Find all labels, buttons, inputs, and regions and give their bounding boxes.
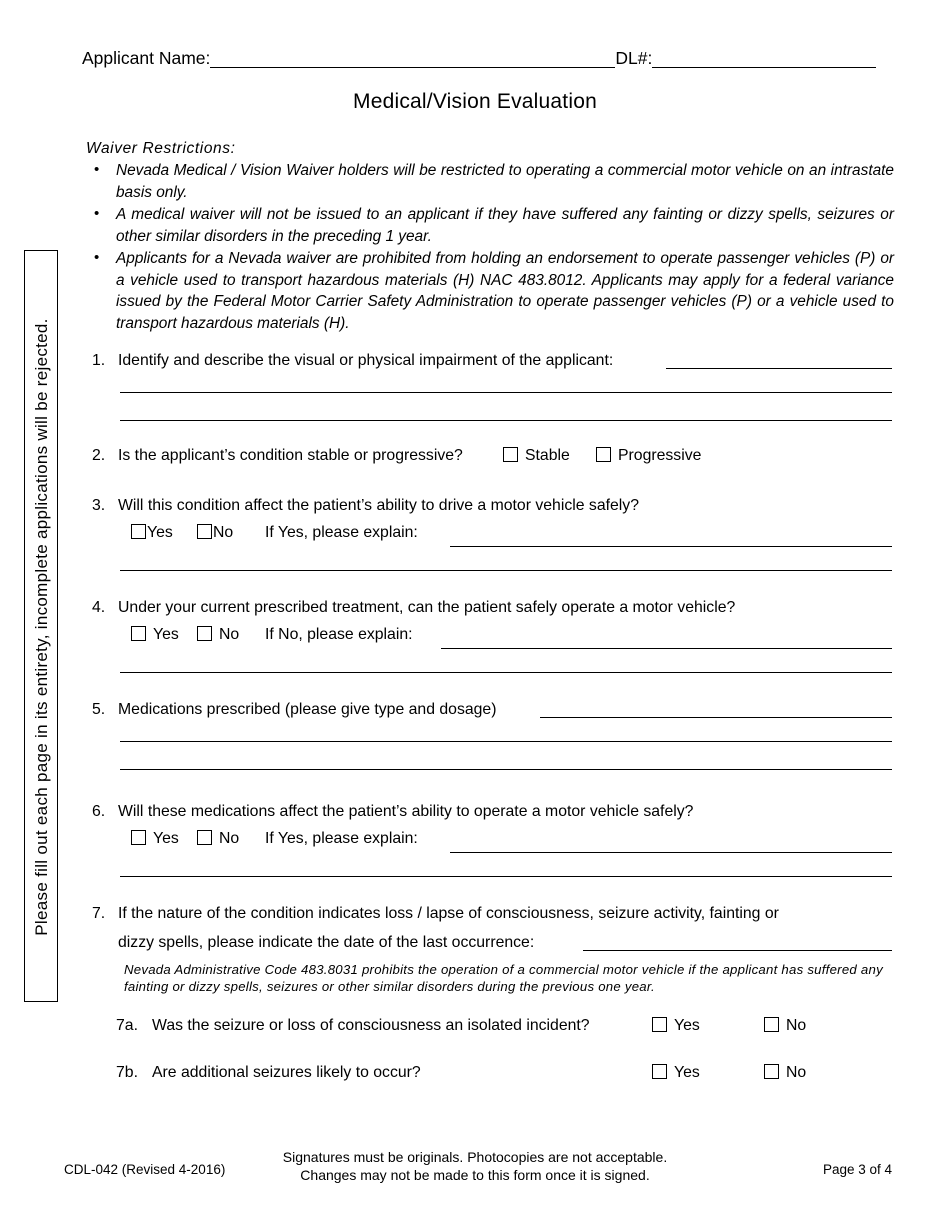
- checkbox-progressive-label: Progressive: [618, 447, 702, 464]
- checkbox-q4-yes-label: Yes: [153, 626, 179, 643]
- waiver-restrictions-list: [86, 160, 894, 335]
- header-fields-row: [82, 42, 897, 68]
- question-4-option-yes[interactable]: [131, 626, 179, 644]
- checkbox-q6-yes-label: Yes: [153, 830, 179, 847]
- side-notice-box: [24, 250, 58, 1002]
- checkbox-q7a-yes-label: Yes: [674, 1017, 700, 1034]
- checkbox-q6-yes[interactable]: [131, 830, 146, 845]
- list-item: • Applicants for a Nevada waiver are prohibited from holding an endorsement to operate passenger vehicles (P) or a vehicle used to transport hazardous materials (H) NAC 483.8012. Applicants may apply for a federal variance issued by the Federal Motor Carrier Safety Administration to operate passenger vehicles (P) or a vehicle used to transport hazardous materials (H).: [86, 248, 894, 334]
- question-2-number: 2.: [92, 447, 106, 464]
- question-1-answer-line-1[interactable]: [666, 368, 892, 369]
- question-5-answer-line-2[interactable]: [120, 741, 892, 742]
- question-5-answer-line-1[interactable]: [540, 717, 892, 718]
- question-1-answer-line-3[interactable]: [120, 420, 892, 421]
- checkbox-q7b-yes[interactable]: [652, 1064, 667, 1079]
- checkbox-q3-no[interactable]: [197, 524, 212, 539]
- question-1-label: Identify and describe the visual or physical impairment of the applicant:: [118, 352, 614, 369]
- checkbox-progressive[interactable]: [596, 447, 611, 462]
- footer-form-id: CDL-042 (Revised 4-2016): [64, 1162, 226, 1177]
- question-4-answer-line-2[interactable]: [120, 672, 892, 673]
- question-3-label: Will this condition affect the patient’s ability to drive a motor vehicle safely?: [118, 497, 639, 514]
- checkbox-q7b-no[interactable]: [764, 1064, 779, 1079]
- question-4-answer-line-1[interactable]: [441, 648, 892, 649]
- question-4-number: 4.: [92, 599, 106, 616]
- question-7-label-line2: dizzy spells, please indicate the date of the last occurrence:: [118, 934, 535, 951]
- question-3-answer-line-2[interactable]: [120, 570, 892, 571]
- checkbox-q3-no-label: No: [213, 524, 234, 541]
- question-4-label: Under your current prescribed treatment, can the patient safely operate a motor vehicle?: [118, 599, 736, 616]
- question-3-explain-label: If Yes, please explain:: [265, 524, 418, 541]
- checkbox-q7a-no-label: No: [786, 1017, 807, 1034]
- applicant-name-input[interactable]: [210, 50, 615, 68]
- list-item: • Nevada Medical / Vision Waiver holders will be restricted to operating a commercial motor vehicle on an intrastate basis only.: [86, 160, 894, 203]
- question-7a-number: 7a.: [116, 1017, 138, 1034]
- question-7b-label: Are additional seizures likely to occur?: [152, 1064, 421, 1081]
- question-1-number: 1.: [92, 352, 106, 369]
- checkbox-q4-no[interactable]: [197, 626, 212, 641]
- question-7-date-line[interactable]: [583, 950, 892, 951]
- question-2-option-progressive[interactable]: [596, 447, 701, 465]
- question-6-number: 6.: [92, 803, 106, 820]
- question-3-option-yes[interactable]: [131, 524, 173, 542]
- dl-number-label: DL#:: [615, 48, 653, 68]
- checkbox-q6-no[interactable]: [197, 830, 212, 845]
- question-7b-option-no[interactable]: [764, 1064, 806, 1082]
- question-6-option-yes[interactable]: [131, 830, 179, 848]
- checkbox-q7b-yes-label: Yes: [674, 1064, 700, 1081]
- checkbox-q7b-no-label: No: [786, 1064, 807, 1081]
- checkbox-q4-no-label: No: [219, 626, 240, 643]
- list-item: • A medical waiver will not be issued to an applicant if they have suffered any fainting or dizzy spells, seizures or other similar disorders in the preceding 1 year.: [86, 204, 894, 247]
- question-3-number: 3.: [92, 497, 106, 514]
- question-6-answer-line-2[interactable]: [120, 876, 892, 877]
- checkbox-stable-label: Stable: [525, 447, 570, 464]
- question-5-label: Medications prescribed (please give type and dosage): [118, 701, 497, 718]
- question-3-answer-line-1[interactable]: [450, 546, 892, 547]
- side-notice-text: Please fill out each page in its entirety, incomplete applications will be rejected.: [32, 318, 51, 936]
- question-2-label: Is the applicant’s condition stable or progressive?: [118, 447, 463, 464]
- question-4-option-no[interactable]: [197, 626, 239, 644]
- question-6-explain-label: If Yes, please explain:: [265, 830, 418, 847]
- applicant-name-label: Applicant Name:: [82, 48, 211, 68]
- question-2-option-stable[interactable]: [503, 447, 570, 465]
- question-7a-label: Was the seizure or loss of consciousness an isolated incident?: [152, 1017, 590, 1034]
- checkbox-q7a-yes[interactable]: [652, 1017, 667, 1032]
- question-7-note: Nevada Administrative Code 483.8031 prohibits the operation of a commercial motor vehicle if the applicant has suffered any fainting or dizzy spells, seizures or other similar disorders during the previous one year.: [124, 962, 883, 994]
- page-title: Medical/Vision Evaluation: [353, 90, 597, 113]
- question-7b-number: 7b.: [116, 1064, 138, 1081]
- question-1-answer-line-2[interactable]: [120, 392, 892, 393]
- checkbox-stable[interactable]: [503, 447, 518, 462]
- dl-number-input[interactable]: [652, 50, 876, 68]
- footer-page-number: Page 3 of 4: [822, 1162, 892, 1177]
- question-6-option-no[interactable]: [197, 830, 239, 848]
- footer-notice-line-1: Signatures must be originals. Photocopies are not acceptable.: [282, 1149, 668, 1165]
- question-7-label-line1: If the nature of the condition indicates loss / lapse of consciousness, seizure activity, fainting or: [118, 905, 779, 922]
- question-6-label: Will these medications affect the patient’s ability to operate a motor vehicle safely?: [118, 803, 694, 820]
- question-5-number: 5.: [92, 701, 106, 718]
- checkbox-q7a-no[interactable]: [764, 1017, 779, 1032]
- question-5-answer-line-3[interactable]: [120, 769, 892, 770]
- footer-notice-line-2: Changes may not be made to this form once it is signed.: [300, 1167, 650, 1183]
- question-7-number: 7.: [92, 905, 106, 922]
- question-3-option-no[interactable]: [197, 524, 233, 542]
- question-6-answer-line-1[interactable]: [450, 852, 892, 853]
- checkbox-q3-yes[interactable]: [131, 524, 146, 539]
- question-7a-option-no[interactable]: [764, 1017, 806, 1035]
- checkbox-q4-yes[interactable]: [131, 626, 146, 641]
- question-7a-option-yes[interactable]: [652, 1017, 700, 1035]
- question-4-explain-label: If No, please explain:: [265, 626, 413, 643]
- checkbox-q6-no-label: No: [219, 830, 240, 847]
- question-7b-option-yes[interactable]: [652, 1064, 700, 1082]
- checkbox-q3-yes-label: Yes: [147, 524, 173, 541]
- waiver-restrictions-heading: Waiver Restrictions:: [86, 140, 236, 157]
